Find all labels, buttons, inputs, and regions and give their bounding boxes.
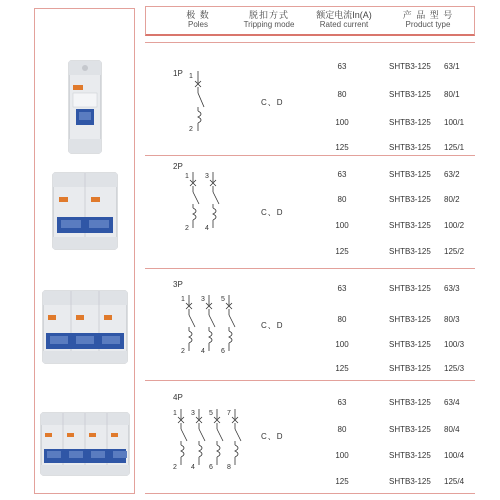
circuit-symbol — [181, 170, 231, 234]
pole-label: 3P — [173, 280, 183, 289]
terminal-label: 2 — [189, 126, 193, 133]
breaker-1p-photo — [35, 57, 134, 157]
header-tripping: 脱扣方式 Tripping mode — [243, 10, 295, 29]
terminal-label: 7 — [227, 410, 231, 417]
rated-current: 80 — [337, 425, 347, 434]
product-type: SHTB3-125 125/1 — [389, 143, 465, 152]
table-header — [145, 6, 475, 36]
circuit-symbol — [177, 293, 247, 357]
terminal-label: 4 — [201, 348, 205, 355]
section-3p — [145, 269, 475, 381]
terminal-label: 6 — [209, 464, 213, 471]
breaker-3p-photo — [35, 287, 134, 367]
terminal-label: 1 — [185, 173, 189, 180]
terminal-label: 4 — [205, 225, 209, 232]
tripping-mode: C、D — [261, 432, 284, 441]
pole-label: 2P — [173, 162, 183, 171]
product-type: SHTB3-125 100/4 — [389, 451, 465, 460]
product-type: SHTB3-125 125/4 — [389, 477, 465, 486]
rated-current: 80 — [337, 315, 347, 324]
product-type: SHTB3-125 63/1 — [389, 62, 460, 71]
product-type: SHTB3-125 100/3 — [389, 340, 465, 349]
rated-current: 63 — [337, 284, 347, 293]
product-type: SHTB3-125 100/2 — [389, 221, 465, 230]
header-poles: 极 数 Poles — [186, 10, 210, 29]
rated-current: 125 — [335, 364, 349, 373]
product-type: SHTB3-125 80/1 — [389, 90, 460, 99]
product-type: SHTB3-125 80/2 — [389, 195, 460, 204]
terminal-label: 5 — [209, 410, 213, 417]
terminal-label: 8 — [227, 464, 231, 471]
terminal-label: 6 — [221, 348, 225, 355]
rated-current: 63 — [337, 398, 347, 407]
tripping-mode: C、D — [261, 208, 284, 217]
rated-current: 63 — [337, 170, 347, 179]
product-photo-panel — [34, 8, 135, 494]
terminal-label: 1 — [173, 410, 177, 417]
terminal-label: 3 — [201, 296, 205, 303]
section-1p — [145, 42, 475, 156]
rated-current: 125 — [335, 247, 349, 256]
product-type: SHTB3-125 63/4 — [389, 398, 460, 407]
terminal-label: 4 — [191, 464, 195, 471]
product-type: SHTB3-125 125/2 — [389, 247, 465, 256]
pole-label: 1P — [173, 69, 183, 78]
product-type: SHTB3-125 63/3 — [389, 284, 460, 293]
terminal-label: 5 — [221, 296, 225, 303]
product-type: SHTB3-125 100/1 — [389, 118, 465, 127]
rated-current: 80 — [337, 90, 347, 99]
rated-current: 125 — [335, 143, 349, 152]
breaker-4p-photo — [35, 409, 134, 479]
product-type: SHTB3-125 80/3 — [389, 315, 460, 324]
terminal-label: 1 — [181, 296, 185, 303]
rated-current: 100 — [335, 340, 349, 349]
terminal-label: 2 — [173, 464, 177, 471]
circuit-symbol — [169, 407, 259, 473]
rated-current: 63 — [337, 62, 347, 71]
terminal-label: 1 — [189, 73, 193, 80]
rated-current: 100 — [335, 118, 349, 127]
rated-current: 100 — [335, 451, 349, 460]
circuit-symbol — [183, 69, 213, 135]
breaker-2p-photo — [35, 169, 134, 253]
section-2p — [145, 156, 475, 269]
product-type: SHTB3-125 80/4 — [389, 425, 460, 434]
rated-current: 80 — [337, 195, 347, 204]
tripping-mode: C、D — [261, 321, 284, 330]
section-4p — [145, 381, 475, 494]
terminal-label: 2 — [185, 225, 189, 232]
product-type: SHTB3-125 125/3 — [389, 364, 465, 373]
terminal-label: 3 — [205, 173, 209, 180]
header-type: 产 品 型 号 Product type — [402, 10, 454, 29]
terminal-label: 2 — [181, 348, 185, 355]
tripping-mode: C、D — [261, 98, 284, 107]
rated-current: 125 — [335, 477, 349, 486]
pole-label: 4P — [173, 393, 183, 402]
header-current: 额定电流In(A) Rated current — [316, 10, 372, 29]
rated-current: 100 — [335, 221, 349, 230]
terminal-label: 3 — [191, 410, 195, 417]
product-type: SHTB3-125 63/2 — [389, 170, 460, 179]
